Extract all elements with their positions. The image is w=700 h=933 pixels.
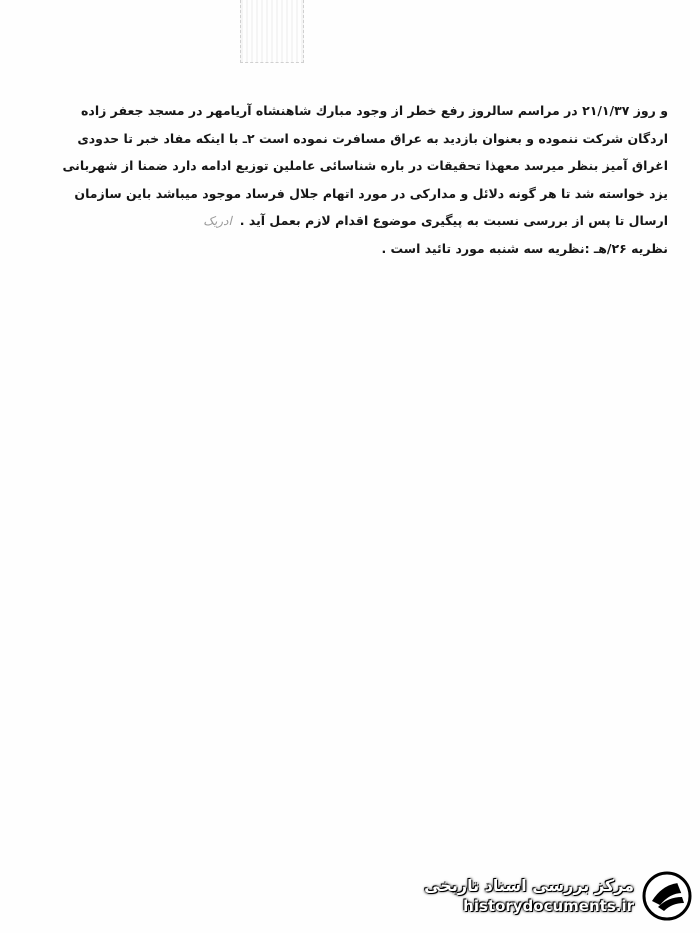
body-line-1: و روز ۲۱/۱/۳۷ در مراسم سالروز رفع خطر از وجود مبارك شاهنشاه آریامهر در مسجد جعفر زاده (81, 103, 668, 118)
watermark-title: مرکز بررسی اسناد تاریخی (424, 876, 634, 895)
book-emblem-icon (642, 871, 692, 921)
watermark-logo (407, 867, 692, 925)
body-line-3: اغراق آمیز بنظر میرسد معهذا تحقیقات در باره شناسائی عاملین توزیع ادامه دارد ضمنا از شهربانی (62, 158, 668, 173)
body-line-2: اردگان شرکت ننموده و بعنوان بازدید به عراق مسافرت نموده است ۲ـ با اینکه مفاد خبر تا حدودی (77, 130, 668, 146)
body-line-6: نظریه ۲۶/هـ :نظریه سه شنبه مورد تائید است . (381, 240, 668, 256)
body-line-4: یزد خواسته شد تا هر گونه دلائل و مدارکی در مورد اتهام جلال فرساد موجود میباشد باین سازمان (74, 185, 668, 201)
body-line-5-container (28, 207, 668, 235)
handwritten-signature: ادریک (203, 214, 232, 228)
watermark-url: historydocuments.ir (463, 897, 634, 915)
stamp-box (240, 0, 304, 63)
watermark-text (424, 876, 634, 916)
document-body (28, 97, 668, 262)
body-line-5: ارسال تا پس از بررسی نسبت به پیگیری موضوع اقدام لازم بعمل آید . (239, 213, 668, 228)
